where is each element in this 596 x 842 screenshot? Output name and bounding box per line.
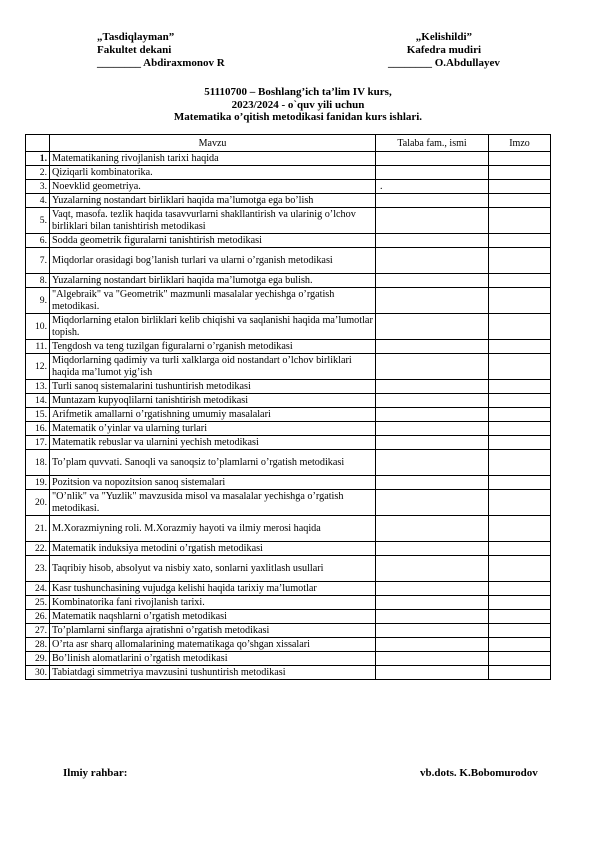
row-number: 26. (26, 610, 50, 624)
row-signature-cell (489, 450, 551, 476)
row-signature-cell (489, 380, 551, 394)
table-row (26, 408, 551, 422)
table-row (26, 652, 551, 666)
table-row (26, 596, 551, 610)
row-signature-cell (489, 516, 551, 542)
table-row (26, 288, 551, 314)
header-topic: Mavzu (50, 135, 376, 152)
table-row (26, 152, 551, 166)
row-number: 5. (26, 208, 50, 234)
row-number: 30. (26, 666, 50, 680)
header-signature: Imzo (489, 135, 551, 152)
table-row (26, 516, 551, 542)
table-row (26, 354, 551, 380)
row-topic: Sodda geometrik figuralarni tanishtirish metodikasi (50, 234, 376, 248)
row-topic: Tengdosh va teng tuzilgan figuralarni o’rganish metodikasi (50, 340, 376, 354)
row-topic: Yuzalarning nostandart birliklari haqida ma’lumotga ega bulish. (50, 274, 376, 288)
table-row (26, 314, 551, 340)
row-student-cell (376, 422, 489, 436)
table-row (26, 610, 551, 624)
row-topic: Matematik naqshlarni o’rgatish metodikasi (50, 610, 376, 624)
row-signature-cell (489, 394, 551, 408)
row-student-cell (376, 314, 489, 340)
row-student-cell (376, 166, 489, 180)
row-signature-cell (489, 436, 551, 450)
table-row (26, 248, 551, 274)
row-topic: Kasr tushunchasining vujudga kelishi haqida tarixiy ma’lumotlar (50, 582, 376, 596)
row-number: 13. (26, 380, 50, 394)
row-signature-cell (489, 666, 551, 680)
row-topic: Miqdorlar orasidagi bog’lanish turlari va ularni o’rganish metodikasi (50, 248, 376, 274)
row-student-cell (376, 354, 489, 380)
row-signature-cell (489, 274, 551, 288)
table-row (26, 436, 551, 450)
table-row (26, 394, 551, 408)
row-student-cell (376, 624, 489, 638)
row-topic: M.Xorazmiyning roli. M.Xorazmiy hayoti va ilmiy merosi haqida (50, 516, 376, 542)
table-row (26, 490, 551, 516)
row-topic: Tabiatdagi simmetriya mavzusini tushuntirish metodikasi (50, 666, 376, 680)
row-number: 20. (26, 490, 50, 516)
row-topic: Matematik o’yinlar va ularning turlari (50, 422, 376, 436)
row-signature-cell (489, 234, 551, 248)
table-row (26, 194, 551, 208)
row-student-cell (376, 408, 489, 422)
table-row (26, 340, 551, 354)
row-topic: Taqribiy hisob, absolyut va nisbiy xato, sonlarni yaxlitlash usullari (50, 556, 376, 582)
header-student: Talaba fam., ismi (376, 135, 489, 152)
row-topic: Arifmetik amallarni o’rgatishning umumiy masalalari (50, 408, 376, 422)
row-number: 29. (26, 652, 50, 666)
row-topic: Matematik induksiya metodini o’rgatish metodikasi (50, 542, 376, 556)
row-signature-cell (489, 638, 551, 652)
table-row (26, 638, 551, 652)
row-student-cell (376, 340, 489, 354)
row-topic: Kombinatorika fani rivojlanish tarixi. (50, 596, 376, 610)
agreement-signature-line: ________ O.Abdullayev (388, 57, 500, 69)
row-number: 2. (26, 166, 50, 180)
row-topic: O’rta asr sharq allomalarining matematikaga qo’shgan xissalari (50, 638, 376, 652)
table-row (26, 556, 551, 582)
row-number: 6. (26, 234, 50, 248)
row-topic: Turli sanoq sistemalarini tushuntirish metodikasi (50, 380, 376, 394)
row-number: 16. (26, 422, 50, 436)
table-row (26, 234, 551, 248)
table-row (26, 582, 551, 596)
title-line-3: Matematika o’qitish metodikasi fanidan kurs ishlari. (173, 111, 423, 123)
row-number: 25. (26, 596, 50, 610)
row-signature-cell (489, 180, 551, 194)
row-student-cell (376, 652, 489, 666)
row-topic: Bo’linish alomatlarini o’rgatish metodikasi (50, 652, 376, 666)
row-student-cell (376, 436, 489, 450)
row-number: 10. (26, 314, 50, 340)
table-row (26, 624, 551, 638)
row-number: 9. (26, 288, 50, 314)
row-topic: Matematikaning rivojlanish tarixi haqida (50, 152, 376, 166)
row-student-cell (376, 610, 489, 624)
row-number: 4. (26, 194, 50, 208)
document-title (0, 86, 596, 124)
row-number: 22. (26, 542, 50, 556)
row-student-cell (376, 394, 489, 408)
row-topic: Noevklid geometriya. (50, 180, 376, 194)
row-student-cell (376, 380, 489, 394)
table-row (26, 274, 551, 288)
row-number: 14. (26, 394, 50, 408)
row-topic: Muntazam kupyoqlilarni tanishtirish metodikasi (50, 394, 376, 408)
row-signature-cell (489, 476, 551, 490)
approval-heading: „Tasdiqlayman” (97, 31, 175, 43)
row-student-cell (376, 152, 489, 166)
row-signature-cell (489, 408, 551, 422)
row-number: 28. (26, 638, 50, 652)
row-student-cell (376, 274, 489, 288)
row-student-cell (376, 288, 489, 314)
table-row (26, 476, 551, 490)
row-signature-cell (489, 166, 551, 180)
row-topic: "Algebraik" va "Geometrik" mazmunli masalalar yechishga o’rgatish metodikasi. (50, 288, 376, 314)
row-number: 17. (26, 436, 50, 450)
row-signature-cell (489, 610, 551, 624)
row-number: 8. (26, 274, 50, 288)
row-number: 24. (26, 582, 50, 596)
row-topic: Yuzalarning nostandart birliklari haqida ma’lumotga ega bo’lish (50, 194, 376, 208)
row-student-cell (376, 582, 489, 596)
row-student-cell (376, 490, 489, 516)
agreement-block (388, 31, 500, 70)
agreement-position: Kafedra mudiri (406, 44, 482, 56)
table-row (26, 208, 551, 234)
row-number: 1. (26, 152, 50, 166)
row-topic: To’plamlarni sinflarga ajratishni o’rgatish metodikasi (50, 624, 376, 638)
approval-signature-line: ________ Abdiraxmonov R (97, 57, 225, 69)
row-number: 12. (26, 354, 50, 380)
table-row (26, 422, 551, 436)
row-signature-cell (489, 582, 551, 596)
row-signature-cell (489, 490, 551, 516)
table-row (26, 542, 551, 556)
row-signature-cell (489, 542, 551, 556)
table-row (26, 380, 551, 394)
row-topic: To’plam quvvati. Sanoqli va sanoqsiz to’plamlarni o’rgatish metodikasi (50, 450, 376, 476)
row-signature-cell (489, 624, 551, 638)
row-student-cell (376, 666, 489, 680)
table-row (26, 180, 551, 194)
row-student-cell (376, 450, 489, 476)
row-signature-cell (489, 354, 551, 380)
row-student-cell (376, 194, 489, 208)
row-number: 11. (26, 340, 50, 354)
header-number (26, 135, 50, 152)
row-signature-cell (489, 652, 551, 666)
row-number: 21. (26, 516, 50, 542)
row-signature-cell (489, 314, 551, 340)
row-signature-cell (489, 248, 551, 274)
row-number: 7. (26, 248, 50, 274)
row-signature-cell (489, 208, 551, 234)
topics-table (25, 134, 551, 680)
row-signature-cell (489, 596, 551, 610)
row-number: 3. (26, 180, 50, 194)
row-student-cell (376, 208, 489, 234)
row-student-cell (376, 542, 489, 556)
title-line-1: 51110700 – Boshlang’ich ta’lim IV kurs, (204, 86, 392, 98)
supervisor-name: vb.dots. K.Bobomurodov (420, 767, 538, 779)
row-number: 19. (26, 476, 50, 490)
supervisor-label: Ilmiy rahbar: (63, 767, 128, 779)
row-topic: Pozitsion va nopozitsion sanoq sistemalari (50, 476, 376, 490)
row-signature-cell (489, 152, 551, 166)
row-student-cell (376, 248, 489, 274)
row-student-cell: . (376, 180, 489, 194)
row-topic: Miqdorlarning etalon birliklari kelib chiqishi va saqlanishi haqida ma’lumotlar topish. (50, 314, 376, 340)
row-number: 15. (26, 408, 50, 422)
table-row (26, 450, 551, 476)
table-header-row (26, 135, 551, 152)
approval-position: Fakultet dekani (97, 44, 172, 56)
row-signature-cell (489, 194, 551, 208)
row-student-cell (376, 476, 489, 490)
row-number: 23. (26, 556, 50, 582)
row-topic: "O’nlik" va "Yuzlik" mavzusida misol va masalalar yechishga o’rgatish metodikasi. (50, 490, 376, 516)
row-student-cell (376, 556, 489, 582)
row-student-cell (376, 516, 489, 542)
row-topic: Matematik rebuslar va ularnini yechish metodikasi (50, 436, 376, 450)
row-number: 18. (26, 450, 50, 476)
row-topic: Qiziqarli kombinatorika. (50, 166, 376, 180)
row-student-cell (376, 638, 489, 652)
row-topic: Vaqt, masofa. tezlik haqida tasavvurlarni shakllantirish va ularinig o’lchov birliklari bilan tanishtirish metodikasi (50, 208, 376, 234)
row-signature-cell (489, 340, 551, 354)
row-signature-cell (489, 422, 551, 436)
row-topic: Miqdorlarning qadimiy va turli xalklarga oid nostandart o’lchov birliklari haqida ma’lumot yig’ish (50, 354, 376, 380)
title-line-2: 2023/2024 - o`quv yili uchun (231, 98, 365, 111)
row-number: 27. (26, 624, 50, 638)
table-row (26, 666, 551, 680)
agreement-heading: „Kelishildi” (415, 31, 473, 43)
row-signature-cell (489, 288, 551, 314)
row-student-cell (376, 234, 489, 248)
table-row (26, 166, 551, 180)
row-signature-cell (489, 556, 551, 582)
row-student-cell (376, 596, 489, 610)
approval-block (97, 31, 225, 70)
